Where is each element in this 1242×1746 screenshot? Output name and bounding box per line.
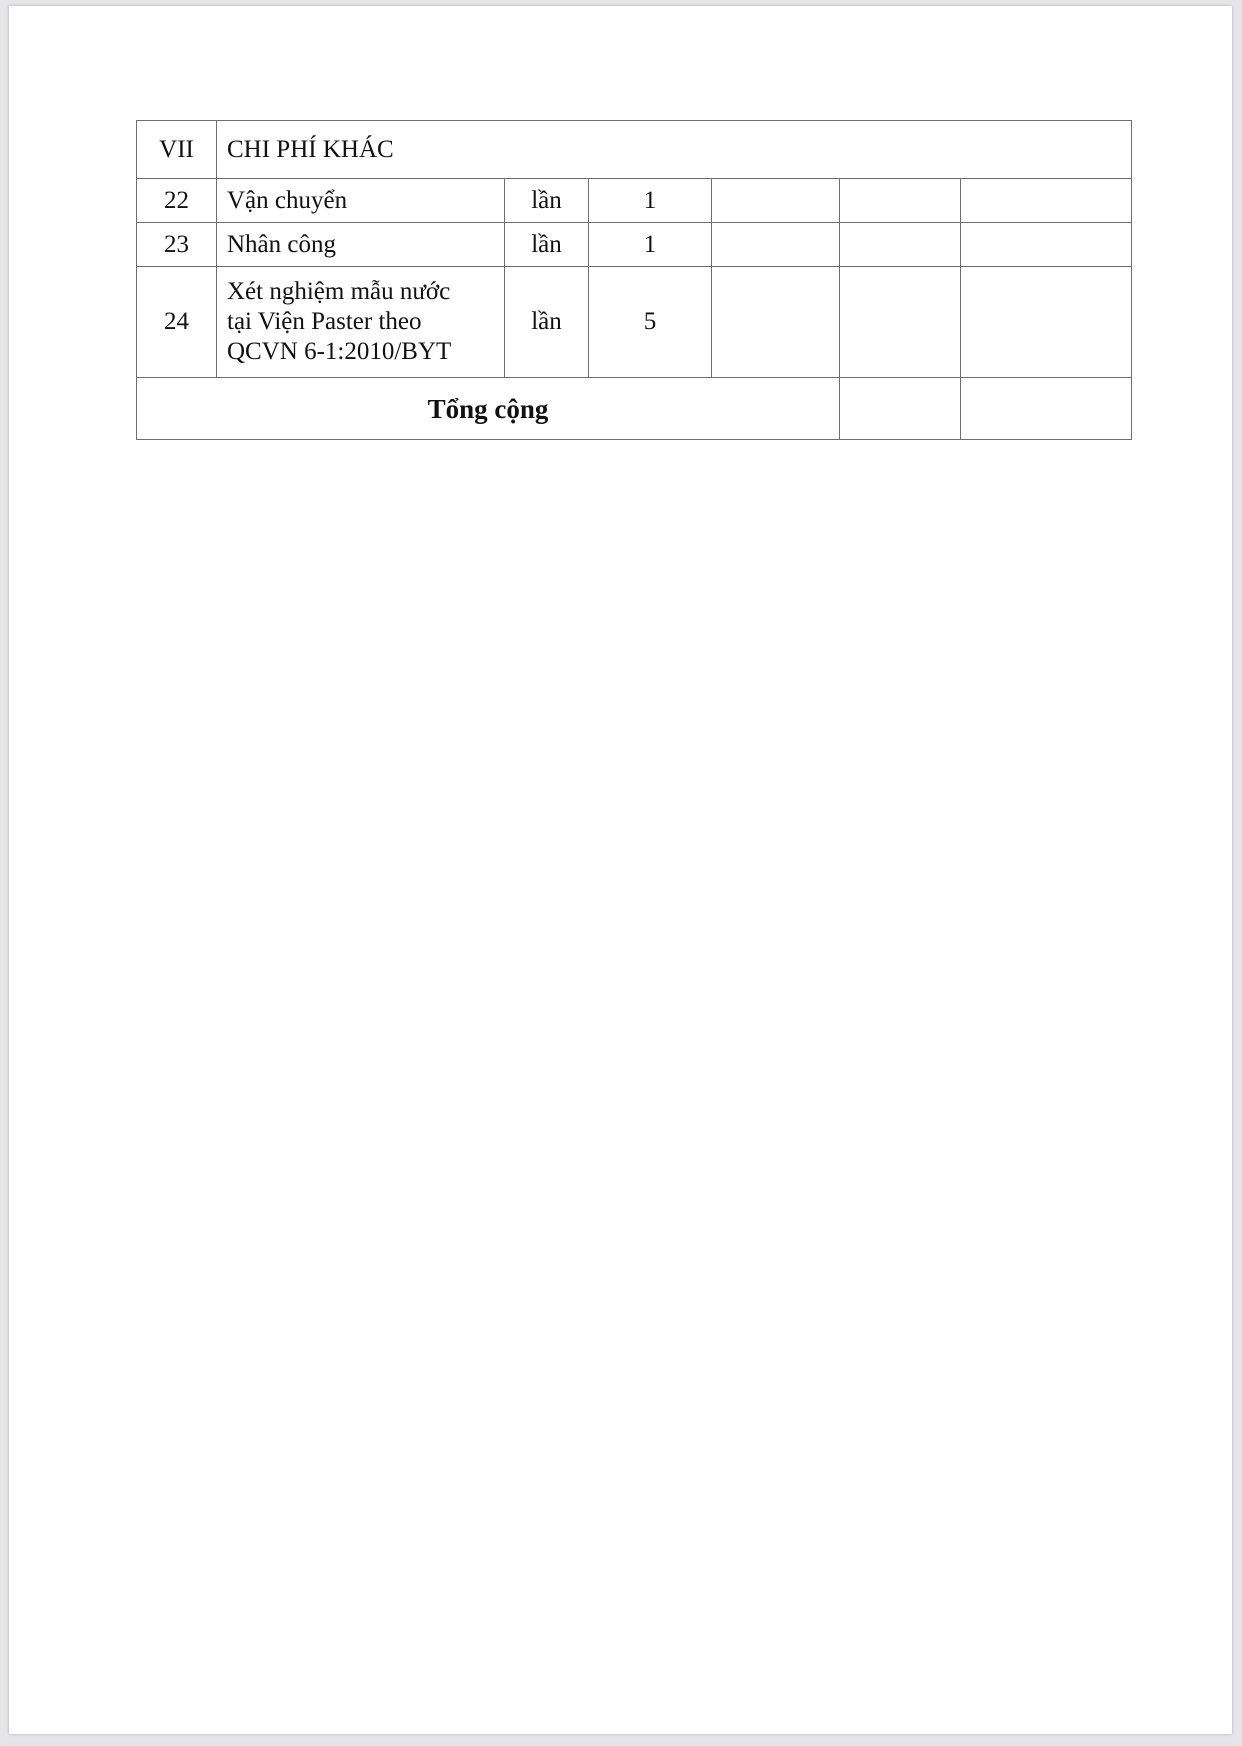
row-name-line: Xét nghiệm mẫu nước [227,278,451,305]
row-empty-cell [712,223,840,267]
row-empty-cell [961,179,1132,223]
row-empty-cell [712,179,840,223]
row-unit: lần [505,223,589,267]
total-label: Tổng cộng [137,378,840,440]
row-qty: 1 [589,223,712,267]
row-empty-cell [961,223,1132,267]
table-row [137,267,1132,378]
row-stt: 24 [137,267,217,378]
row-stt: 22 [137,179,217,223]
row-name-line: QCVN 6-1:2010/BYT [227,338,452,365]
row-unit: lần [505,267,589,378]
section-row [137,121,1132,179]
table-row [137,179,1132,223]
section-code: VII [137,121,217,179]
row-qty: 5 [589,267,712,378]
total-empty-cell [961,378,1132,440]
row-empty-cell [840,267,961,378]
total-empty-cell [840,378,961,440]
row-empty-cell [712,267,840,378]
row-stt: 23 [137,223,217,267]
row-name [217,267,505,378]
row-name: Nhân công [217,223,505,267]
row-name-line: tại Viện Paster theo [227,308,422,335]
row-qty: 1 [589,179,712,223]
row-unit: lần [505,179,589,223]
total-row [137,378,1132,440]
row-name: Vận chuyển [217,179,505,223]
document-page [9,6,1232,1734]
row-empty-cell [961,267,1132,378]
row-empty-cell [840,223,961,267]
row-empty-cell [840,179,961,223]
section-title: CHI PHÍ KHÁC [217,121,1132,179]
table-row [137,223,1132,267]
cost-table [136,120,1132,440]
